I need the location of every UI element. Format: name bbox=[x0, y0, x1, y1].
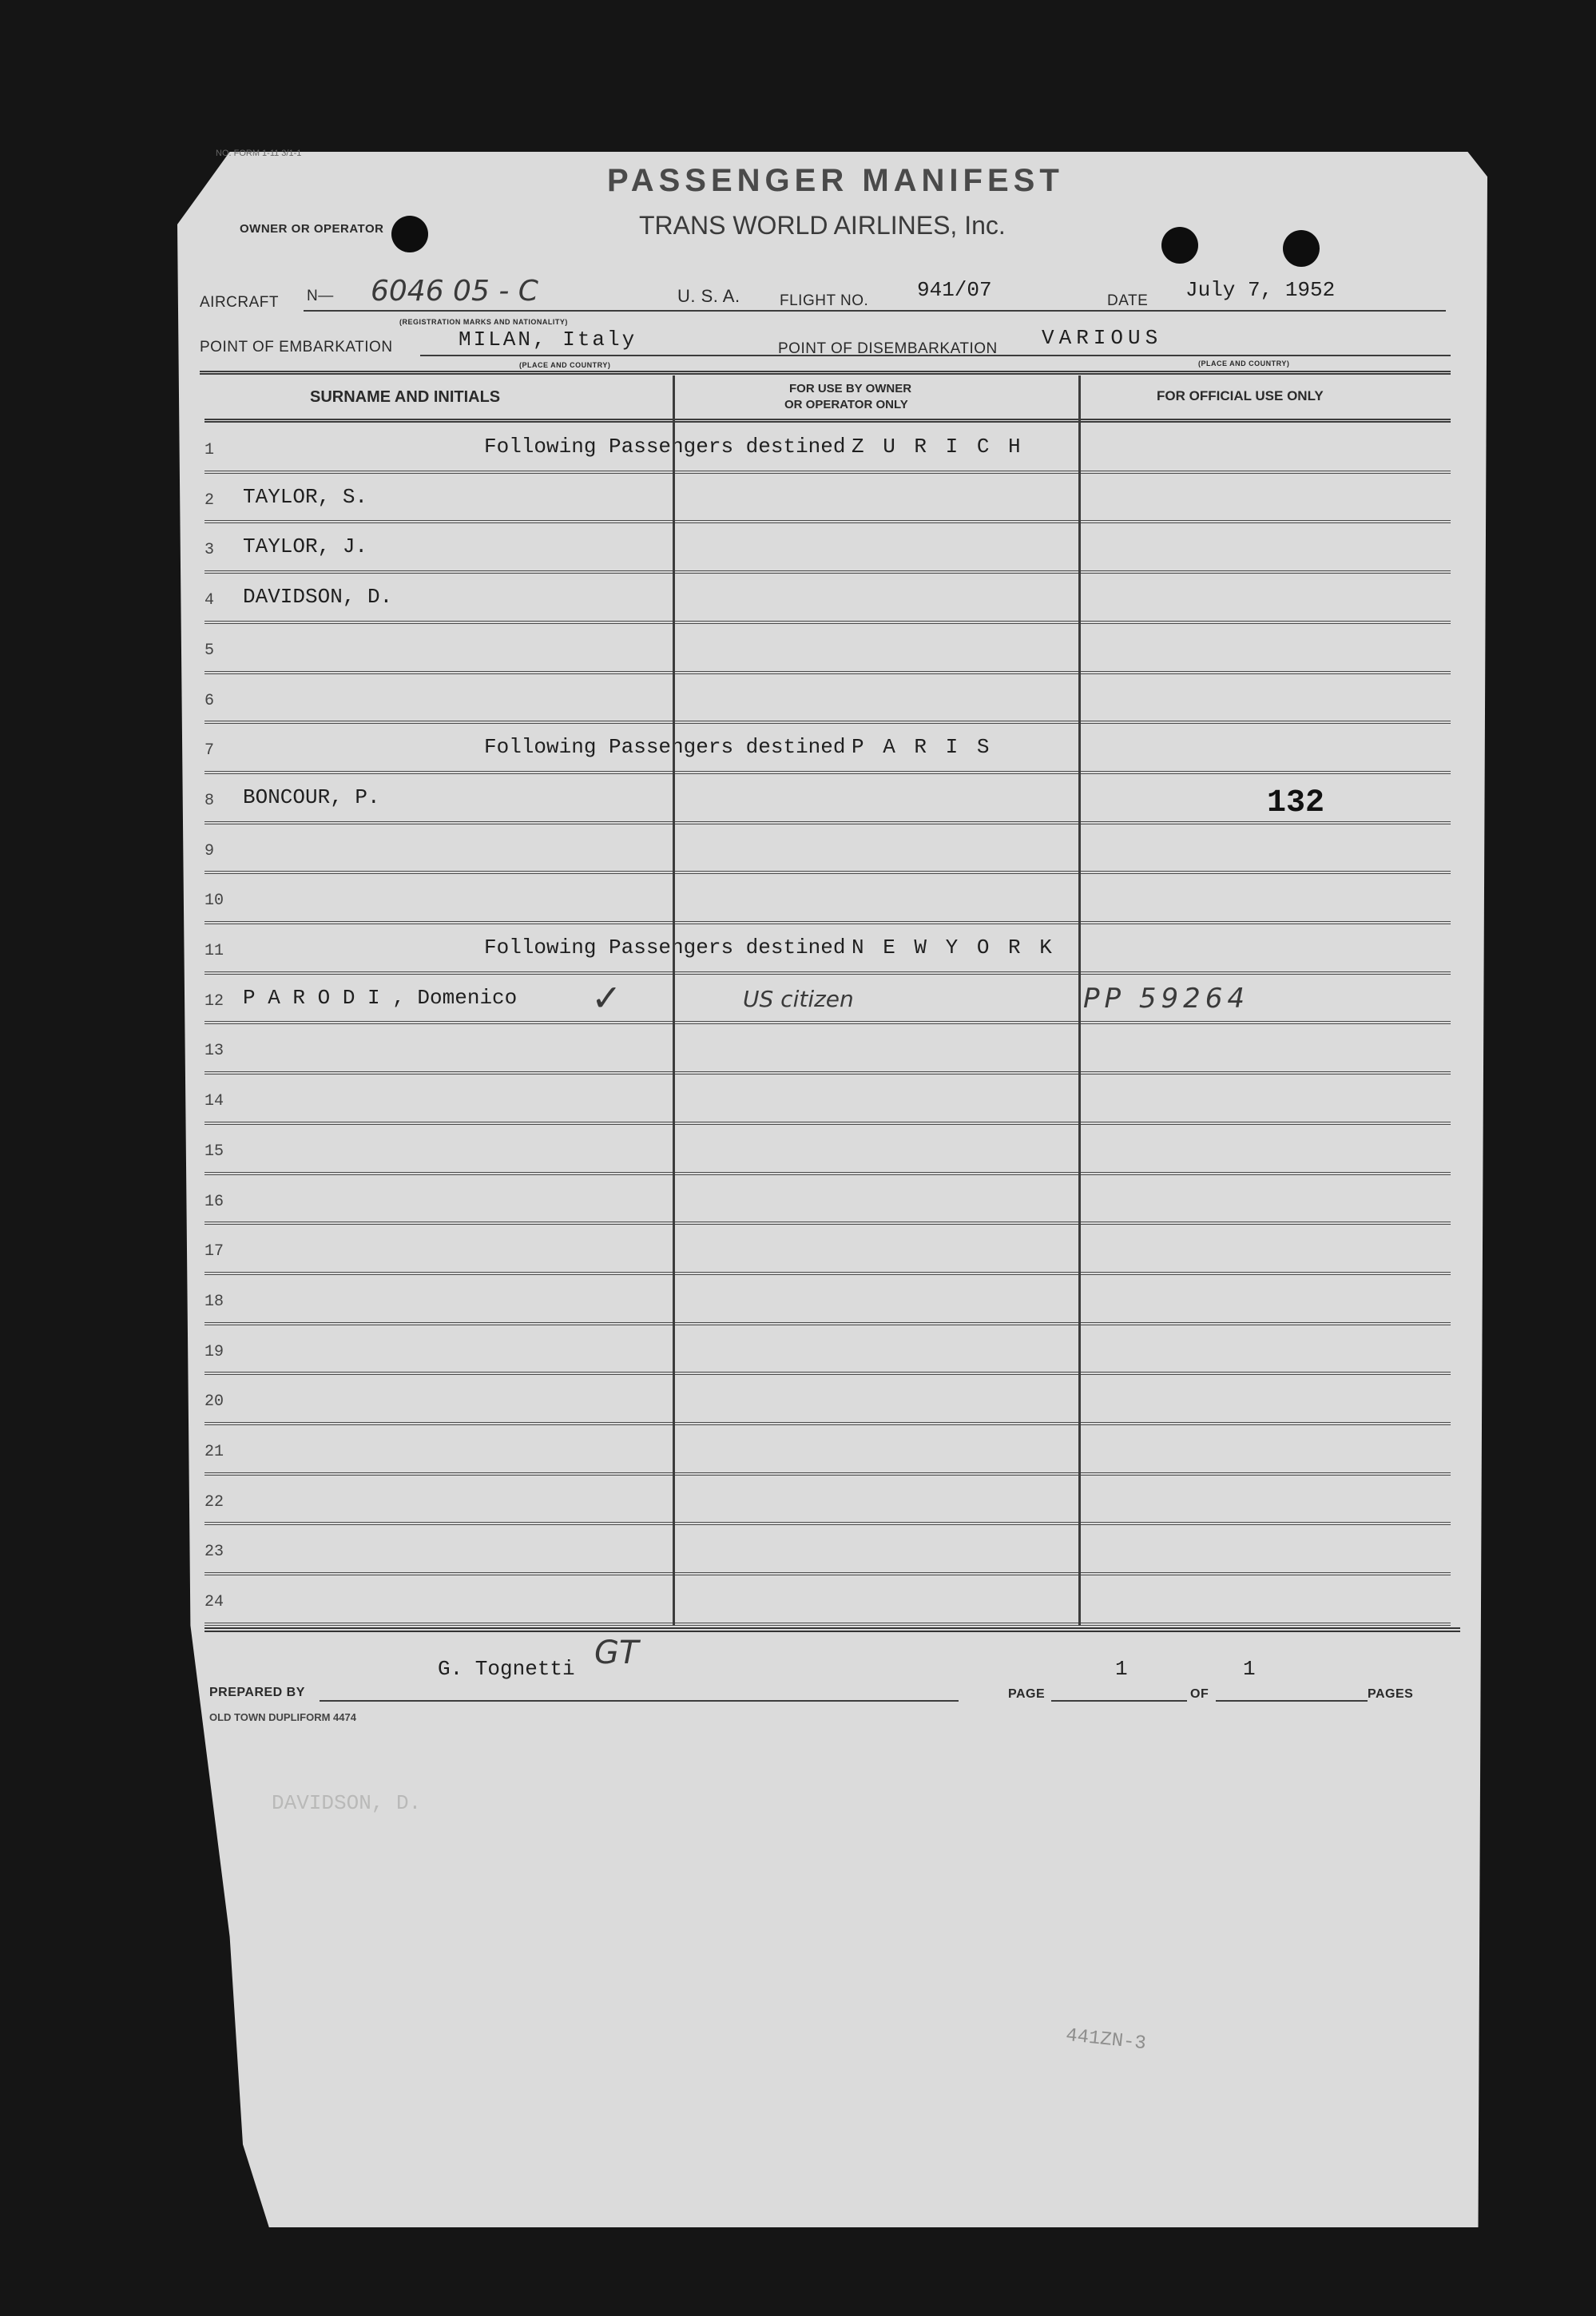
embarkation-caption: (PLACE AND COUNTRY) bbox=[519, 361, 611, 369]
form-code: OLD TOWN DUPLIFORM 4474 bbox=[209, 1711, 356, 1723]
passenger-name: P A R O D I , Domenico bbox=[243, 985, 518, 1010]
operator-name: TRANS WORLD AIRLINES, Inc. bbox=[639, 211, 1006, 240]
row-divider bbox=[204, 1422, 1451, 1425]
row-number: 21 bbox=[204, 1443, 224, 1461]
row-divider bbox=[204, 1623, 1451, 1626]
embarkation-label: POINT OF EMBARKATION bbox=[200, 339, 393, 356]
prepared-by-label: PREPARED BY bbox=[209, 1686, 305, 1699]
destination-heading: Following Passengers destined bbox=[484, 435, 846, 459]
official-entry: PP 59264 bbox=[1083, 982, 1249, 1015]
row-divider bbox=[204, 671, 1451, 674]
row-number: 6 bbox=[204, 691, 215, 710]
embarkation-underline bbox=[420, 355, 1451, 356]
row-divider bbox=[204, 1272, 1451, 1275]
row-divider bbox=[204, 1021, 1451, 1024]
row-divider bbox=[204, 821, 1451, 824]
registration-prefix: N— bbox=[307, 288, 334, 304]
operator-label: OWNER OR OPERATOR bbox=[240, 222, 384, 236]
column-divider-1 bbox=[673, 375, 675, 1626]
row-number: 16 bbox=[204, 1192, 224, 1211]
row-divider bbox=[204, 1472, 1451, 1476]
total-pages: 1 bbox=[1243, 1657, 1256, 1681]
manifest-sheet bbox=[177, 152, 1487, 2227]
destination-city: N E W Y O R K bbox=[852, 936, 1055, 959]
row-divider bbox=[204, 1372, 1451, 1375]
row-divider bbox=[204, 1122, 1451, 1125]
operator-note: US citizen bbox=[743, 985, 854, 1012]
aircraft-underline bbox=[304, 310, 1446, 312]
form-number: NO. FORM 1-11 3/1-1 bbox=[216, 149, 302, 158]
table-bottom-rule bbox=[204, 1627, 1460, 1632]
row-number: 22 bbox=[204, 1492, 224, 1512]
row-number: 19 bbox=[204, 1342, 224, 1361]
flight-no-label: FLIGHT NO. bbox=[780, 292, 869, 309]
col-official-header: FOR OFFICIAL USE ONLY bbox=[1157, 388, 1324, 403]
row-number: 3 bbox=[204, 541, 215, 560]
page-label: PAGE bbox=[1008, 1687, 1046, 1701]
destination-city: P A R I S bbox=[852, 735, 993, 760]
passenger-name: TAYLOR, J. bbox=[243, 534, 368, 559]
column-divider-2 bbox=[1078, 375, 1081, 1626]
registration-caption: (REGISTRATION MARKS AND NATIONALITY) bbox=[399, 318, 568, 326]
destination-city: Z U R I C H bbox=[852, 435, 1024, 459]
row-number: 20 bbox=[204, 1392, 224, 1412]
manifest-title: PASSENGER MANIFEST bbox=[607, 163, 1064, 198]
check-mark: ✓ bbox=[591, 975, 622, 1019]
row-divider bbox=[204, 1222, 1451, 1225]
row-number: 18 bbox=[204, 1292, 224, 1311]
disembarkation-caption: (PLACE AND COUNTRY) bbox=[1198, 360, 1290, 367]
col-operator-header-1: FOR USE BY OWNER bbox=[789, 382, 912, 395]
row-number: 23 bbox=[204, 1543, 224, 1562]
col-operator-header-2: OR OPERATOR ONLY bbox=[784, 398, 908, 411]
page-number: 1 bbox=[1115, 1657, 1128, 1681]
row-number: 1 bbox=[204, 441, 215, 459]
row-number: 12 bbox=[204, 991, 224, 1011]
row-number: 10 bbox=[204, 892, 224, 911]
row-number: 7 bbox=[204, 741, 215, 761]
pages-label: PAGES bbox=[1368, 1687, 1414, 1701]
row-divider bbox=[204, 1572, 1451, 1575]
row-divider bbox=[204, 570, 1451, 574]
preparer-initials: GT bbox=[594, 1635, 639, 1671]
passenger-name: TAYLOR, S. bbox=[243, 484, 368, 509]
destination-heading: Following Passengers destined bbox=[484, 735, 846, 760]
column-header-rule bbox=[204, 419, 1451, 423]
bleed-through-name: DAVIDSON, D. bbox=[272, 1791, 422, 1815]
row-number: 5 bbox=[204, 641, 215, 660]
total-underline bbox=[1216, 1700, 1368, 1702]
row-divider bbox=[204, 721, 1451, 724]
row-divider bbox=[204, 1322, 1451, 1325]
prepared-by-underline bbox=[320, 1700, 959, 1702]
nationality: U. S. A. bbox=[677, 286, 740, 306]
punch-hole-right-2 bbox=[1283, 230, 1320, 267]
row-divider bbox=[204, 1071, 1451, 1075]
punch-hole-left bbox=[391, 216, 428, 252]
row-number: 14 bbox=[204, 1092, 224, 1111]
flight-number: 941/07 bbox=[917, 278, 992, 302]
row-number: 2 bbox=[204, 491, 215, 510]
aircraft-label: AIRCRAFT bbox=[200, 294, 279, 311]
flight-date: July 7, 1952 bbox=[1185, 278, 1336, 302]
destination-heading: Following Passengers destined bbox=[484, 936, 846, 959]
row-divider bbox=[204, 771, 1451, 774]
row-divider bbox=[204, 621, 1451, 624]
row-divider bbox=[204, 971, 1451, 975]
row-number: 15 bbox=[204, 1142, 224, 1161]
row-number: 13 bbox=[204, 1042, 224, 1061]
row-number: 11 bbox=[204, 942, 224, 960]
disembarkation-label: POINT OF DISEMBARKATION bbox=[778, 340, 998, 357]
passenger-name: BONCOUR, P. bbox=[243, 785, 380, 809]
row-number: 24 bbox=[204, 1593, 224, 1612]
row-number: 8 bbox=[204, 791, 215, 810]
official-entry: 132 bbox=[1267, 785, 1325, 821]
page-underline bbox=[1051, 1700, 1187, 1702]
embarkation-value: MILAN, Italy bbox=[459, 328, 637, 352]
of-label: OF bbox=[1190, 1687, 1209, 1701]
header-double-rule bbox=[200, 371, 1451, 375]
row-number: 4 bbox=[204, 591, 215, 610]
row-number: 17 bbox=[204, 1242, 224, 1261]
row-divider bbox=[204, 1172, 1451, 1175]
row-divider bbox=[204, 471, 1451, 474]
date-label: DATE bbox=[1107, 292, 1149, 309]
row-number: 9 bbox=[204, 841, 215, 860]
prepared-by-name: G. Tognetti bbox=[438, 1657, 575, 1681]
disembarkation-value: VARIOUS bbox=[1042, 326, 1163, 350]
passenger-name: DAVIDSON, D. bbox=[243, 585, 393, 610]
col-surname-header: SURNAME AND INITIALS bbox=[310, 388, 501, 406]
row-divider bbox=[204, 871, 1451, 874]
punch-hole-right-1 bbox=[1161, 227, 1198, 264]
row-divider bbox=[204, 520, 1451, 523]
bleed-through-stamp: 441ZN-3 bbox=[1064, 2024, 1147, 2056]
row-divider bbox=[204, 1522, 1451, 1525]
aircraft-registration: 6046 05 - C bbox=[371, 275, 538, 308]
row-divider bbox=[204, 921, 1451, 924]
